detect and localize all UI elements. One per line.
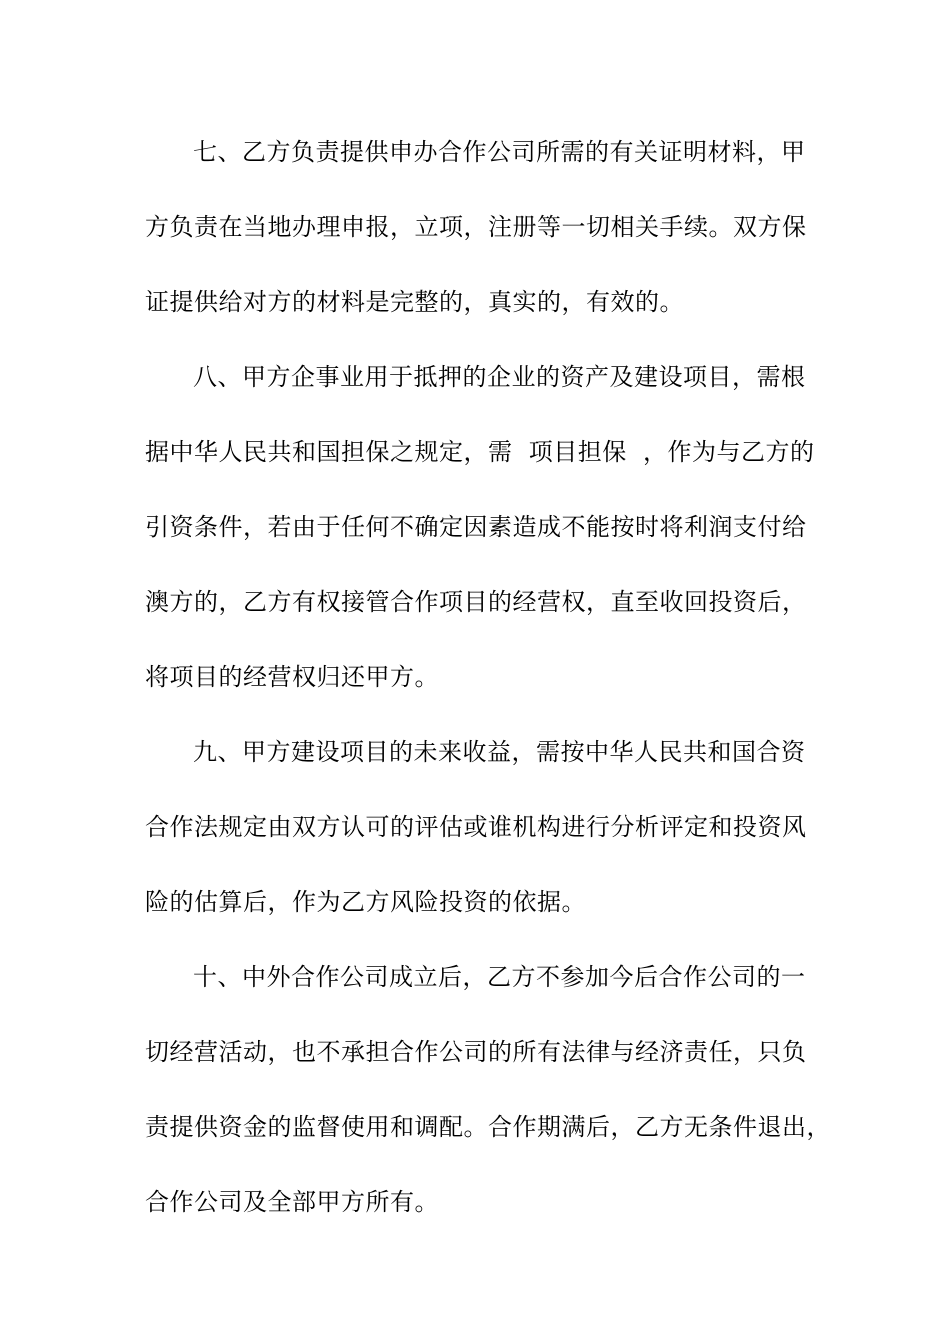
- clause-seven-paragraph: [145, 115, 825, 340]
- paragraph-line: 责提供资金的监督使用和调配。合作期满后，乙方无条件退出，: [145, 1113, 831, 1141]
- clause-nine-paragraph: [145, 715, 825, 940]
- paragraph-line: 方负责在当地办理申报，立项，注册等一切相关手续。双方保: [145, 213, 807, 241]
- paragraph-line: 将项目的经营权归还甲方。: [145, 663, 439, 691]
- paragraph-line: 合作法规定由双方认可的评估或谁机构进行分析评定和投资风: [145, 813, 807, 841]
- clause-ten-paragraph: [145, 940, 831, 1240]
- paragraph-line: 九、甲方建设项目的未来收益，需按中华人民共和国合资: [193, 738, 806, 766]
- paragraph-line: 澳方的，乙方有权接管合作项目的经营权，直至收回投资后，: [145, 588, 807, 616]
- clause-eight-paragraph: [145, 340, 825, 715]
- paragraph-line: 引资条件，若由于任何不确定因素造成不能按时将利润支付给: [145, 513, 807, 541]
- paragraph-line: 据中华人民共和国担保之规定，需 项目担保 ，作为与乙方的: [145, 438, 815, 466]
- paragraph-line: 合作公司及全部甲方所有。: [145, 1188, 439, 1216]
- paragraph-line: 十、中外合作公司成立后，乙方不参加今后合作公司的一: [193, 963, 806, 991]
- paragraph-line: 险的估算后，作为乙方风险投资的依据。: [145, 888, 586, 916]
- paragraph-line: 切经营活动，也不承担合作公司的所有法律与经济责任，只负: [145, 1038, 807, 1066]
- paragraph-line: 证提供给对方的材料是完整的，真实的，有效的。: [145, 288, 684, 316]
- paragraph-line: 八、甲方企事业用于抵押的企业的资产及建设项目，需根: [193, 363, 806, 391]
- paragraph-line: 七、乙方负责提供申办合作公司所需的有关证明材料，甲: [193, 138, 806, 166]
